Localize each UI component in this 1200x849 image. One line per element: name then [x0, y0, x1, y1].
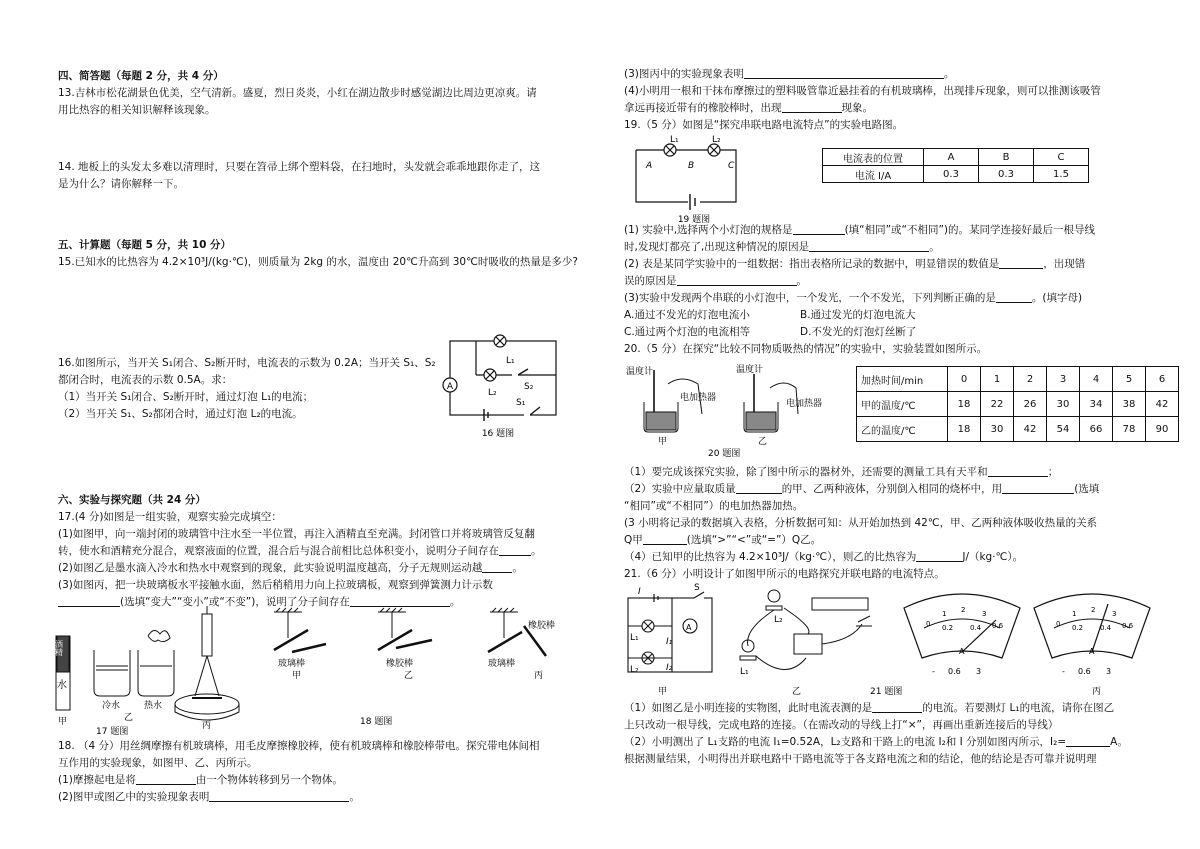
fig21-caption: 21 题图	[870, 687, 903, 697]
q15: 15.已知水的比热容为 4.2×10³J/(kg·℃)，则质量为 2kg 的水，温度由 20℃升高到 30℃时吸收的热量是多少?	[58, 256, 578, 268]
t20-row2-c1: 18	[948, 417, 981, 442]
t20-row1-c7: 42	[1146, 392, 1179, 417]
t20-row0-c4: 3	[1047, 367, 1080, 392]
q19-2-blank[interactable]	[999, 256, 1043, 269]
q20-4b: J/（kg·℃）。	[962, 551, 1024, 563]
q16-line2: 都闭合时，电流表的示数 0.5A。求：	[58, 374, 233, 386]
fig18-bing: 丙	[534, 671, 544, 681]
t20-row0-c0: 加热时间/min	[857, 367, 948, 392]
figure-19	[624, 134, 764, 224]
q21-2-line1a: （2）小明测出了 L₁支路的电流 I₁=0.52A，L₂支路和干路上的电流 I₂和 I 分别如图丙所示，I₂=	[624, 736, 1067, 748]
t20-row1-c3: 26	[1014, 392, 1047, 417]
q17-blank2[interactable]	[482, 560, 512, 573]
q20-3-blank[interactable]	[643, 532, 687, 545]
q19-2-blank2[interactable]	[677, 273, 797, 286]
t20-row2-c4: 54	[1047, 417, 1080, 442]
t19-h0: 电流表的位置	[823, 149, 924, 166]
q19-option-c[interactable]: C.通过两个灯泡的电流相等	[624, 326, 751, 338]
ammeter2-tick-0.2: 0.2	[1072, 624, 1084, 632]
q21-1-line2: 上只改动一根导线，完成电路的连接。（在需改动的导线上打“×”，再画出重新连接后的导线）	[624, 719, 1059, 731]
q20-2-blank1[interactable]	[736, 481, 782, 494]
ammeter2-tick-2: 2	[1091, 606, 1096, 614]
fig21-yi-l2: L₂	[774, 615, 783, 625]
fig20-caption: 20 题图	[708, 449, 741, 459]
q18-block: 18. （4 分）用丝绸摩擦有机玻璃棒，用毛皮摩擦橡胶棒，使有机玻璃棒和橡胶棒带电。探究带电体间相 互作用的实验现象，如图甲、乙、丙所示。 (1)摩擦起电是将 由一个物体转移到另一个物体。 (2)图甲或图乙中的实验现象表明 。	[58, 738, 618, 806]
q18-4-line2b: 现象。	[841, 102, 873, 114]
q19-option-d[interactable]: D.不发光的灯泡灯丝断了	[800, 326, 917, 338]
t20-row1-c4: 30	[1047, 392, 1080, 417]
section-4-title: 四、简答题（每题 2 分，共 4 分）	[58, 70, 224, 82]
table-19	[822, 148, 1089, 183]
q20-3-line1: (3 小明将记录的数据填入表格，分析数据可知：从开始加热到 42℃，甲、乙两种液体吸收热量的关系	[624, 517, 1098, 529]
fig16-l1-label: L₁	[506, 356, 515, 366]
q20-block: （1）要完成该探究实验，除了图中所示的器材外，还需要的测量工具有天平和 ； （2）实验中应量取质量 的甲、乙两种液体，分别倒入相同的烧杯中，用 (选填 “相同”或“不相同”）的电加热器加热。 (3 小明将记录的数据填入表格，分析数据可知：从开始加热到 42℃，甲、乙两种液体吸收热量的关系 Q甲 (选填“>”“<”或“=”）Q乙。 （4）已知甲的比热容为 4.2×10³J/（kg·℃），则乙的比热容为 J/（kg·℃）。 21.（6 分）小明设计了如图甲所示的电路探究并联电路的电流特点。	[624, 464, 1184, 583]
t19-r2: 0.3	[979, 166, 1034, 183]
q20-title: 20.（5 分）在探究“比较不同物质吸热的情况”的实验中，实验装置如图所示。	[624, 343, 988, 355]
fig17-bing: 丙	[202, 721, 212, 731]
q18-4-blank[interactable]	[782, 100, 842, 113]
q17-line3: 转，使水和酒精充分混合，观察液面的位置，混合后与混合前相比总体积变小，说明分子间存在	[58, 545, 499, 557]
fig20-yi: 乙	[758, 437, 768, 447]
q13-line2: 用比热容的相关知识解释该现象。	[58, 104, 216, 116]
t19-h2: B	[979, 149, 1034, 166]
q19-1-line2: 时,发现灯都亮了,出现这种情况的原因是	[624, 241, 810, 253]
q18-blank2[interactable]	[209, 789, 349, 802]
fig16-ammeter-label: A	[446, 382, 454, 392]
fig21-jia: 甲	[658, 687, 668, 697]
t20-row2-c6: 78	[1113, 417, 1146, 442]
fig17-yi: 乙	[124, 713, 134, 723]
q20-4a: （4）已知甲的比热容为 4.2×10³J/（kg·℃），则乙的比热容为	[624, 551, 917, 563]
table-20	[856, 366, 1179, 442]
t19-h3: C	[1034, 149, 1089, 166]
ammeter1-a: A	[959, 647, 965, 656]
right-column: (3)图丙中的实验现象表明 。 (4)小明用一根和干抹布摩擦过的塑料吸管靠近悬挂着的有机玻璃棒，出现排斥现象，则可以推测该吸管 拿远再接近带有的橡胶棒时，出现 现象。 19.（5 分）如图是“探究串联电路电流特点”的实验电路图。	[624, 0, 1184, 134]
t19-h1: A	[924, 149, 979, 166]
q19-3-blank[interactable]	[996, 290, 1032, 303]
fig20-thermometer-1: 温度计	[626, 367, 654, 377]
q20-2-blank2[interactable]	[1002, 481, 1074, 494]
q20-3-line2b: (选填“>”“<”或“=”）Q乙。	[686, 534, 822, 546]
figure-21	[624, 582, 1144, 700]
ammeter1-tick-1: 1	[942, 610, 947, 618]
t20-row0-c5: 4	[1080, 367, 1113, 392]
q14-line2: 是为什么？请你解释一下。	[58, 178, 184, 190]
fig17-jia: 甲	[58, 717, 68, 727]
fig21-i2: I₂	[666, 663, 673, 673]
fig17-caption: 17 题图	[96, 727, 129, 737]
fig21-i: I	[638, 587, 641, 597]
q16-line1: 16.如图所示，当开关 S₁闭合、S₂断开时，电流表的示数为 0.2A；当开关 S₁、S₂	[58, 357, 436, 369]
q18-3: (3)图丙中的实验现象表明	[624, 68, 744, 80]
q20-2-line1a: （2）实验中应量取质量	[624, 483, 736, 495]
t20-row2-c2: 30	[981, 417, 1014, 442]
fig18-rubber-label: 橡胶棒	[386, 659, 414, 669]
q18-blank1[interactable]	[136, 772, 196, 785]
q17-line1: 17.(4 分)如图是一组实验，观察实验完成填空：	[58, 511, 282, 523]
fig20-heater-1: 电加热器	[680, 393, 717, 403]
ammeter-2	[1034, 594, 1150, 676]
q19-block: (1) 实验中,选择两个小灯泡的规格是 (填“相同”或“不相同”)的。某同学连接好最后一根导线 时,发现灯都亮了,出现这种情况的原因是 。 (2) 表是某同学实验中的一组数据：指出表格所记录的数据中，明显错误的数值是 ，出现错 误的原因是 。 (3)实验中发现两个串联的小灯泡中，一个发光，一个不发光，下列判断正确的是 。(填字母) A.通过不发光的灯泡电流小 B.通过发光的灯泡电流大 C.通过两个灯泡的电流相等 D.不发光的灯泡灯丝断了 20.（5 分）在探究“比较不同物质吸热的情况”的实验中，实验装置如图所示。	[624, 222, 1184, 358]
t20-row1-c0: 甲的温度/℃	[857, 392, 948, 417]
q21-1-line1a: （1）如图乙是小明连接的实物图，此时电流表测的是	[624, 702, 873, 714]
fig20-heater-2: 电加热器	[786, 399, 823, 409]
q17-line2: (1)如图甲，向一端封闭的玻璃管中注水至一半位置，再注入酒精直至充满。封闭管口并将玻璃管反复翻	[58, 528, 535, 540]
t20-row1-c2: 22	[981, 392, 1014, 417]
fig16-l2-label: L₂	[488, 388, 497, 398]
ammeter1-term-neg: -	[932, 667, 935, 676]
q19-2-line1b: ，出现错	[1043, 258, 1086, 270]
q19-title: 19.（5 分）如图是“探究串联电路电流特点”的实验电路图。	[624, 119, 904, 131]
fig17-water-label: 水	[57, 680, 67, 691]
fig19-caption: 19 题图	[677, 215, 711, 225]
q18-4-line1: (4)小明用一根和干抹布摩擦过的塑料吸管靠近悬挂着的有机玻璃棒，出现排斥现象，则可以推测该吸管	[624, 85, 1101, 97]
q19-3: (3)实验中发现两个串联的小灯泡中，一个发光，一个不发光，下列判断正确的是	[624, 292, 996, 304]
fig16-s2-label: S₂	[524, 382, 534, 392]
fig16-caption: 16 题图	[481, 429, 515, 439]
fig21-s: S	[694, 583, 700, 593]
fig21-jia-l2: L₂	[630, 665, 639, 675]
ammeter1-tick-0: 0	[926, 620, 931, 628]
q18-3-blank[interactable]	[744, 66, 944, 79]
ammeter2-tick-0: 0	[1056, 620, 1061, 628]
t20-row0-c2: 1	[981, 367, 1014, 392]
q19-1-blank[interactable]	[793, 222, 845, 235]
q21-1-blank[interactable]	[872, 700, 922, 713]
ammeter1-tick-2: 2	[961, 606, 966, 614]
fig17-alcohol-label: 酒精	[54, 640, 64, 656]
fig18-glass2-label: 玻璃棒	[488, 659, 516, 669]
q14-line1: 14. 地板上的头发太多难以清理时，只要在笤帚上绑个塑料袋，在扫地时，头发就会乖乖地跟你走了，这	[58, 161, 541, 173]
q20-4-blank[interactable]	[916, 549, 962, 562]
fig20-jia: 甲	[658, 437, 668, 447]
fig16-s1-label: S₁	[516, 398, 526, 408]
t20-row1-c1: 18	[948, 392, 981, 417]
q16-part1: （1）当开关 S₁闭合、S₂断开时，通过灯泡 L₁的电流；	[58, 391, 314, 403]
t19-r1: 0.3	[924, 166, 979, 183]
ammeter1-term-3: 3	[976, 667, 982, 676]
q18-line4: (2)图甲或图乙中的实验现象表明	[58, 791, 210, 803]
t20-row1-c6: 38	[1113, 392, 1146, 417]
fig18-caption: 18 题图	[360, 717, 393, 727]
figures-17-18	[56, 606, 566, 736]
fig18-yi: 乙	[404, 671, 414, 681]
t19-r3: 1.5	[1034, 166, 1089, 183]
q19-3-tail: 。(填字母)	[1031, 292, 1083, 304]
t20-row2-c3: 42	[1014, 417, 1047, 442]
t20-row2-c0: 乙的温度/℃	[857, 417, 948, 442]
q17-line4: (2)如图乙是墨水滴入冷水和热水中观察到的现象，此实验说明温度越高，分子无规则运动越	[58, 562, 483, 574]
q20-3-q-jia: Q甲	[624, 534, 643, 546]
ammeter-1	[904, 594, 1020, 676]
fig19-a: A	[646, 161, 653, 171]
fig19-l2: L₂	[712, 135, 721, 145]
fig20-thermometer-2: 温度计	[736, 365, 764, 375]
figure-16	[438, 335, 563, 440]
ammeter2-term-06: 0.6	[1078, 667, 1091, 676]
t20-row2-c5: 66	[1080, 417, 1113, 442]
q21-2-line2: 根据测量结果，小明得出并联电路中干路电流等于各支路电流之和的结论，他的结论是否可靠并说明理	[624, 753, 1097, 765]
q19-2-line1: (2) 表是某同学实验中的一组数据：指出表格所记录的数据中，明显错误的数值是	[624, 258, 1000, 270]
q18-line2: 互作用的实验现象，如图甲、乙、丙所示。	[58, 757, 258, 769]
q19-1-line1: (1) 实验中,选择两个小灯泡的规格是	[624, 224, 793, 236]
q20-1: （1）要完成该探究实验，除了图中所示的器材外，还需要的测量工具有天平和	[624, 466, 988, 478]
q21-1-line1b: 的电流。若要测灯 L₁的电流，请你在图乙	[922, 702, 1115, 714]
q17-line5: (3)如图丙，把一块玻璃板水平接触水面，然后稍稍用力向上拉玻璃板，观察到弹簧测力计示数	[58, 579, 493, 591]
ammeter1-tick-0.4: 0.4	[970, 624, 982, 632]
q18-line3b: 由一个物体转移到另一个物体。	[195, 774, 343, 786]
fig18-rubber2-label: 橡胶棒	[528, 621, 556, 631]
t19-r0: 电流 I/A	[823, 166, 924, 183]
t20-row0-c1: 0	[948, 367, 981, 392]
q19-option-a[interactable]: A.通过不发光的灯泡电流小	[624, 309, 750, 321]
fig17-hot-label: 热水	[144, 701, 163, 711]
ammeter2-a: A	[1089, 647, 1095, 656]
t20-row0-c6: 5	[1113, 367, 1146, 392]
q21-2-line1b: A。	[1110, 736, 1128, 748]
t20-row2-c7: 90	[1146, 417, 1179, 442]
q17-blank1[interactable]	[499, 543, 531, 556]
ammeter2-tick-1: 1	[1072, 610, 1077, 618]
q19-option-b[interactable]: B.通过发光的灯泡电流大	[800, 309, 916, 321]
q19-1-line1b: (填“相同”或“不相同”)的。某同学连接好最后一根导线	[844, 224, 1096, 236]
fig18-jia: 甲	[292, 671, 302, 681]
ammeter1-tick-0.6: 0.6	[992, 622, 1004, 630]
ammeter1-tick-3: 3	[982, 610, 987, 618]
fig21-i1: I₁	[666, 637, 673, 647]
t20-row0-c7: 6	[1146, 367, 1179, 392]
fig21-jia-l1: L₁	[630, 633, 639, 643]
q21-title: 21.（6 分）小明设计了如图甲所示的电路探究并联电路的电流特点。	[624, 568, 945, 580]
fig21-bing: 丙	[1092, 687, 1102, 697]
q13-line1: 13.吉林市松花湖景色优美，空气清新。盛夏，烈日炎炎，小红在湖边散步时感觉湖边比周边更凉爽。请	[58, 87, 537, 99]
section-6: 六、实验与探究题（共 24 分） 17.(4 分)如图是一组实验，观察实验完成填空： (1)如图甲，向一端封闭的玻璃管中注水至一半位置，再注入酒精直至充满。封闭管口并将玻璃管反复翻 转，使水和酒精充分混合，观察液面的位置，混合后与混合前相比总体积变小，说明分子间存在 。 (2)如图乙是墨水滴入冷水和热水中观察到的现象，此实验说明温度越高，分子无规则运动越 。 (3)如图丙，把一块玻璃板水平接触水面，然后稍稍用力向上拉玻璃板，观察到弹簧测力计示数 (选填“变大”“变小”或“不变”)，说明了分子间存在 。	[58, 492, 618, 611]
t20-row0-c3: 2	[1014, 367, 1047, 392]
q21-2-blank[interactable]	[1066, 734, 1110, 747]
fig19-c: C	[728, 161, 735, 171]
ammeter1-tick-0.2: 0.2	[942, 624, 954, 632]
q19-2-line2: 误的原因是	[624, 275, 677, 287]
fig17-cold-label: 冷水	[102, 701, 121, 711]
t20-row1-c5: 34	[1080, 392, 1113, 417]
figure-20	[624, 362, 834, 458]
q17-line6: (选填“变大”“变小”或“不变”)，说明了分子间存在	[120, 596, 350, 608]
section-6-title: 六、实验与探究题（共 24 分）	[58, 494, 206, 506]
fig21-yi-l1: L₁	[740, 667, 749, 677]
ammeter2-tick-0.4: 0.4	[1100, 624, 1112, 632]
q18-line3: (1)摩擦起电是将	[58, 774, 136, 786]
q18-line1: 18. （4 分）用丝绸摩擦有机玻璃棒，用毛皮摩擦橡胶棒，使有机玻璃棒和橡胶棒带电。探究带电体间相	[58, 740, 540, 752]
q20-1-blank[interactable]	[988, 464, 1048, 477]
q18-4-line2: 拿远再接近带有的橡胶棒时，出现	[624, 102, 782, 114]
ammeter2-term-neg: -	[1062, 667, 1065, 676]
q16-part2: （2）当开关 S₁、S₂都闭合时，通过灯泡 L₂的电流。	[58, 408, 303, 420]
ammeter2-tick-3: 3	[1112, 610, 1117, 618]
section-5-title: 五、计算题（每题 5 分，共 10 分）	[58, 239, 232, 251]
q20-2-line1c: (选填	[1074, 483, 1100, 495]
q21-block	[624, 700, 1184, 768]
q20-2-line2: “相同”或“不相同”）的电加热器加热。	[624, 500, 804, 512]
fig19-b: B	[688, 161, 695, 171]
fig21-a: A	[686, 623, 692, 632]
q20-2-line1b: 的甲、乙两种液体，分别倒入相同的烧杯中，用	[781, 483, 1003, 495]
fig19-l1: L₁	[670, 135, 679, 145]
ammeter2-term-3: 3	[1106, 667, 1112, 676]
fig18-glass-label: 玻璃棒	[278, 659, 306, 669]
fig21-yi: 乙	[792, 687, 802, 697]
ammeter2-tick-0.6: 0.6	[1122, 622, 1134, 630]
q19-1-blank2[interactable]	[809, 239, 929, 252]
ammeter1-term-06: 0.6	[948, 667, 961, 676]
